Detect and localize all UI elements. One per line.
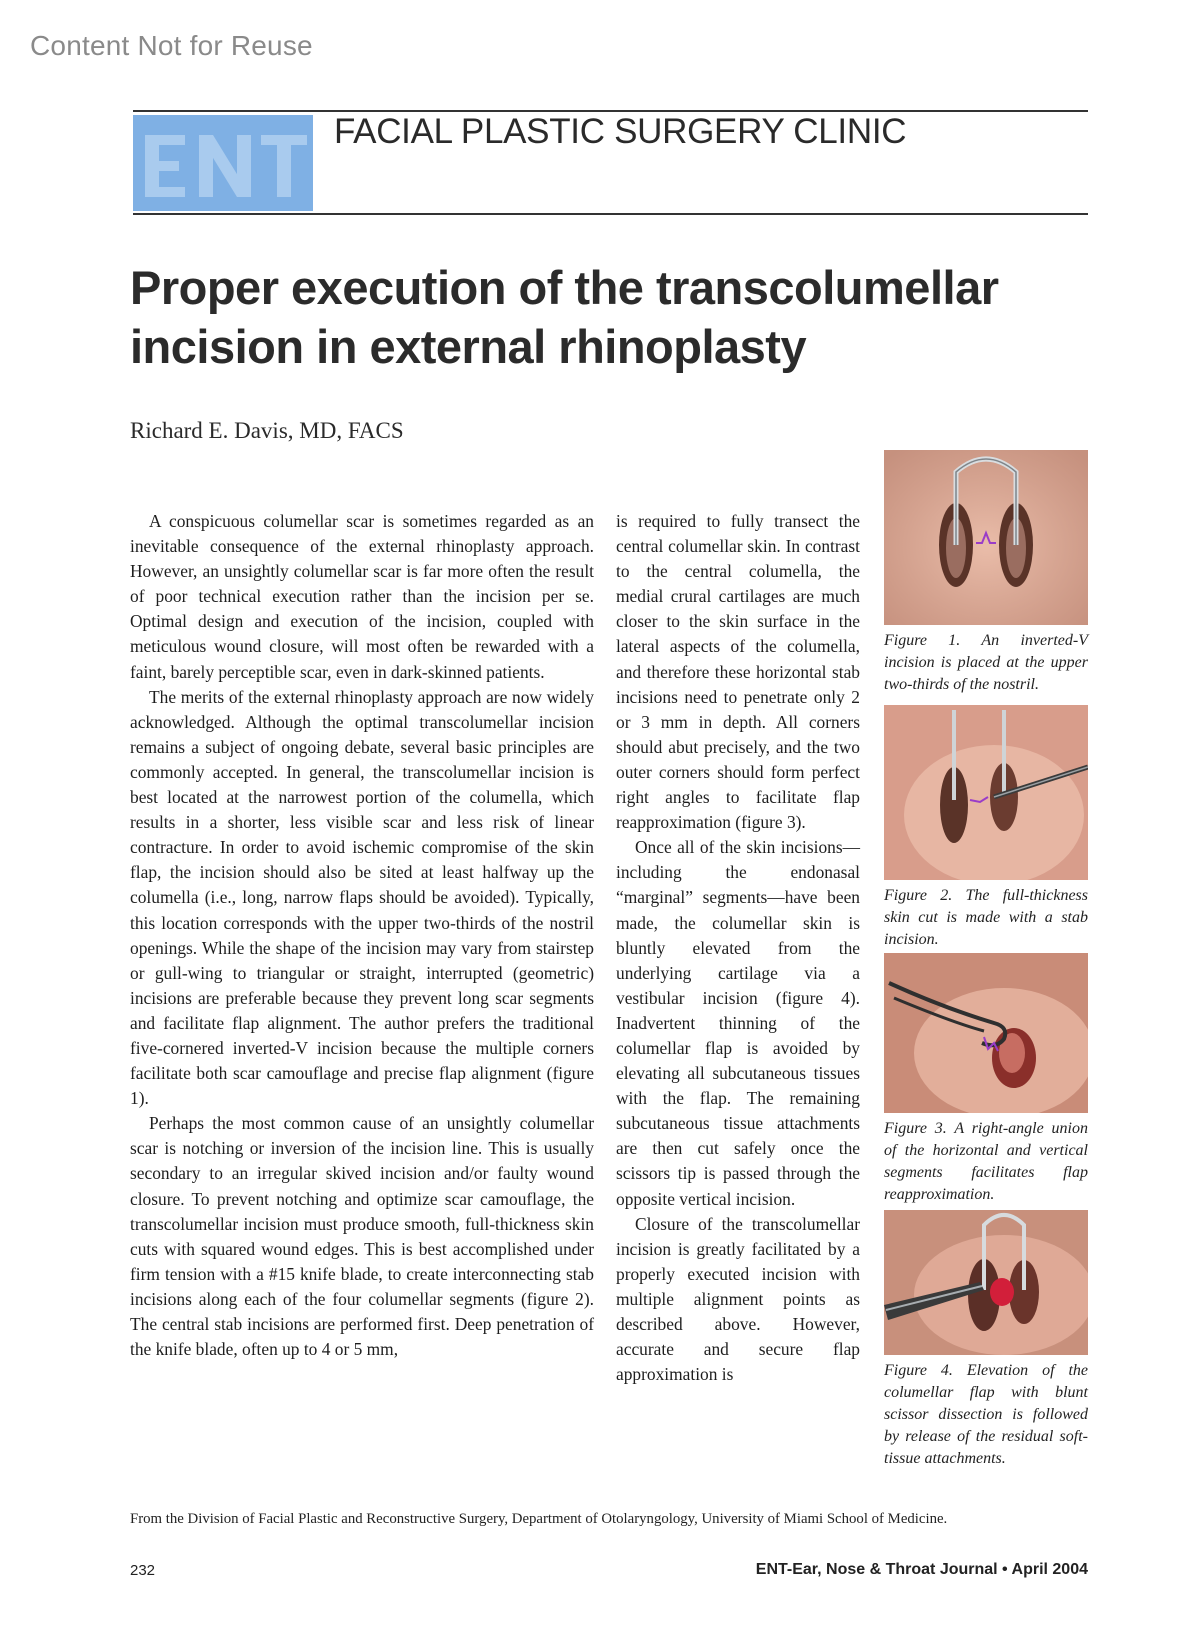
paragraph: Once all of the skin incisions—including the endonasal “marginal” segments—have been made, the columellar skin is bluntly elevated from the underlying cartilage via a vestibular incision (figure 4). Inadvertent thinning of the columellar flap is avoided by elevating all subcutaneous tissues with the flap. The remaining subcutaneous tissue attachments are then cut safely once the scissors tip is passed through the opposite vertical incision.	[616, 837, 860, 1209]
section-title: FACIAL PLASTIC SURGERY CLINIC	[334, 112, 907, 151]
figure-3-photo	[884, 953, 1088, 1113]
paragraph: A conspicuous columellar scar is sometimes regarded as an inevitable consequence of the external rhinoplasty approach. However, an unsightly columellar scar is far more often the result of poor technical execution rather than the incision per se. Optimal design and execution of the incision, coupled with meticulous wound closure, will most often be rewarded with a faint, barely perceptible scar, even in dark-skinned patients.	[130, 511, 594, 682]
figure-3-caption: Figure 3. A right-angle union of the horizontal and vertical segments facilitates flap reapproximation.	[884, 1120, 1088, 1203]
body-column-1	[130, 509, 594, 1362]
ent-logo	[133, 115, 313, 211]
paragraph: The merits of the external rhinoplasty approach are now widely acknowledged. Although the optimal transcolumellar incision remains a subject of ongoing debate, several basic principles are commonly accepted. In general, the transcolumellar incision is best located at the narrowest portion of the columella, which results in a shorter, less visible scar and less risk of linear contracture. In order to avoid ischemic compromise of the skin flap, the incision should also be sited at least halfway up the columella (i.e., long, narrow flaps should be avoided). Typically, this location corresponds with the upper two-thirds of the nostril openings. While the shape of the incision may vary from stairstep or gull-wing to triangular or straight, interrupted (geometric) incisions are preferable because they prevent long scar segments and facilitate flap alignment. The author prefers the traditional five-cornered inverted-V incision because the multiple corners facilitate both scar camouflage and precise flap alignment (figure 1).	[130, 686, 594, 1109]
page-number: 232	[130, 1562, 156, 1579]
header-bottom-rule	[133, 213, 1088, 215]
figure-4-photo	[884, 1210, 1088, 1355]
figure-2-caption: Figure 2. The full-thickness skin cut is made with a stab incision.	[884, 887, 1088, 948]
figure-3	[884, 953, 1088, 1206]
figure-4-caption: Figure 4. Elevation of the columellar flap with blunt scissor dissection is followed by release of the residual soft-tissue attachments.	[884, 1362, 1088, 1467]
figure-2-photo	[884, 705, 1088, 880]
figure-1	[884, 450, 1088, 696]
figure-2	[884, 705, 1088, 951]
paragraph: Closure of the transcolumellar incision is greatly facilitated by a properly executed incision with multiple alignment points as described above. However, accurate and secure flap approximation is	[616, 1213, 860, 1385]
watermark: Content Not for Reuse	[30, 30, 313, 61]
article-title-line-2: incision in external rhinoplasty	[130, 320, 807, 373]
article-title	[130, 258, 1110, 376]
article-title-line-1: Proper execution of the transcolumellar	[130, 261, 999, 314]
figure-1-caption: Figure 1. An inverted-V incision is placed at the upper two-thirds of the nostril.	[884, 632, 1088, 693]
paragraph: is required to fully transect the central columellar skin. In contrast to the central columella, the medial crural cartilages are much closer to the skin surface in the lateral aspects of the columella, and therefore these horizontal stab incisions need to penetrate only 2 or 3 mm in depth. All corners should abut precisely, and the two outer corners should form perfect right angles to facilitate flap reapproximation (figure 3).	[616, 511, 860, 833]
affiliation-note: From the Division of Facial Plastic and Reconstructive Surgery, Department of Otolaryngology, University of Miami School of Medicine.	[130, 1511, 948, 1527]
journal-citation: ENT-Ear, Nose & Throat Journal • April 2004	[755, 1561, 1088, 1578]
figure-1-photo	[884, 450, 1088, 625]
body-column-2	[616, 509, 860, 1387]
author-byline: Richard E. Davis, MD, FACS	[130, 418, 404, 443]
paragraph: Perhaps the most common cause of an unsightly columellar scar is notching or inversion of the incision line. This is usually secondary to an irregular skived incision and/or faulty wound closure. To prevent notching and optimize scar camouflage, the transcolumellar incision must produce smooth, full-thickness skin cuts with squared wound edges. This is best accomplished under firm tension with a #15 knife blade, to create interconnecting stab incisions along each of the four columellar segments (figure 2). The central stab incisions are performed first. Deep penetration of the knife blade, often up to 4 or 5 mm,	[130, 1113, 594, 1360]
figure-4	[884, 1210, 1088, 1470]
